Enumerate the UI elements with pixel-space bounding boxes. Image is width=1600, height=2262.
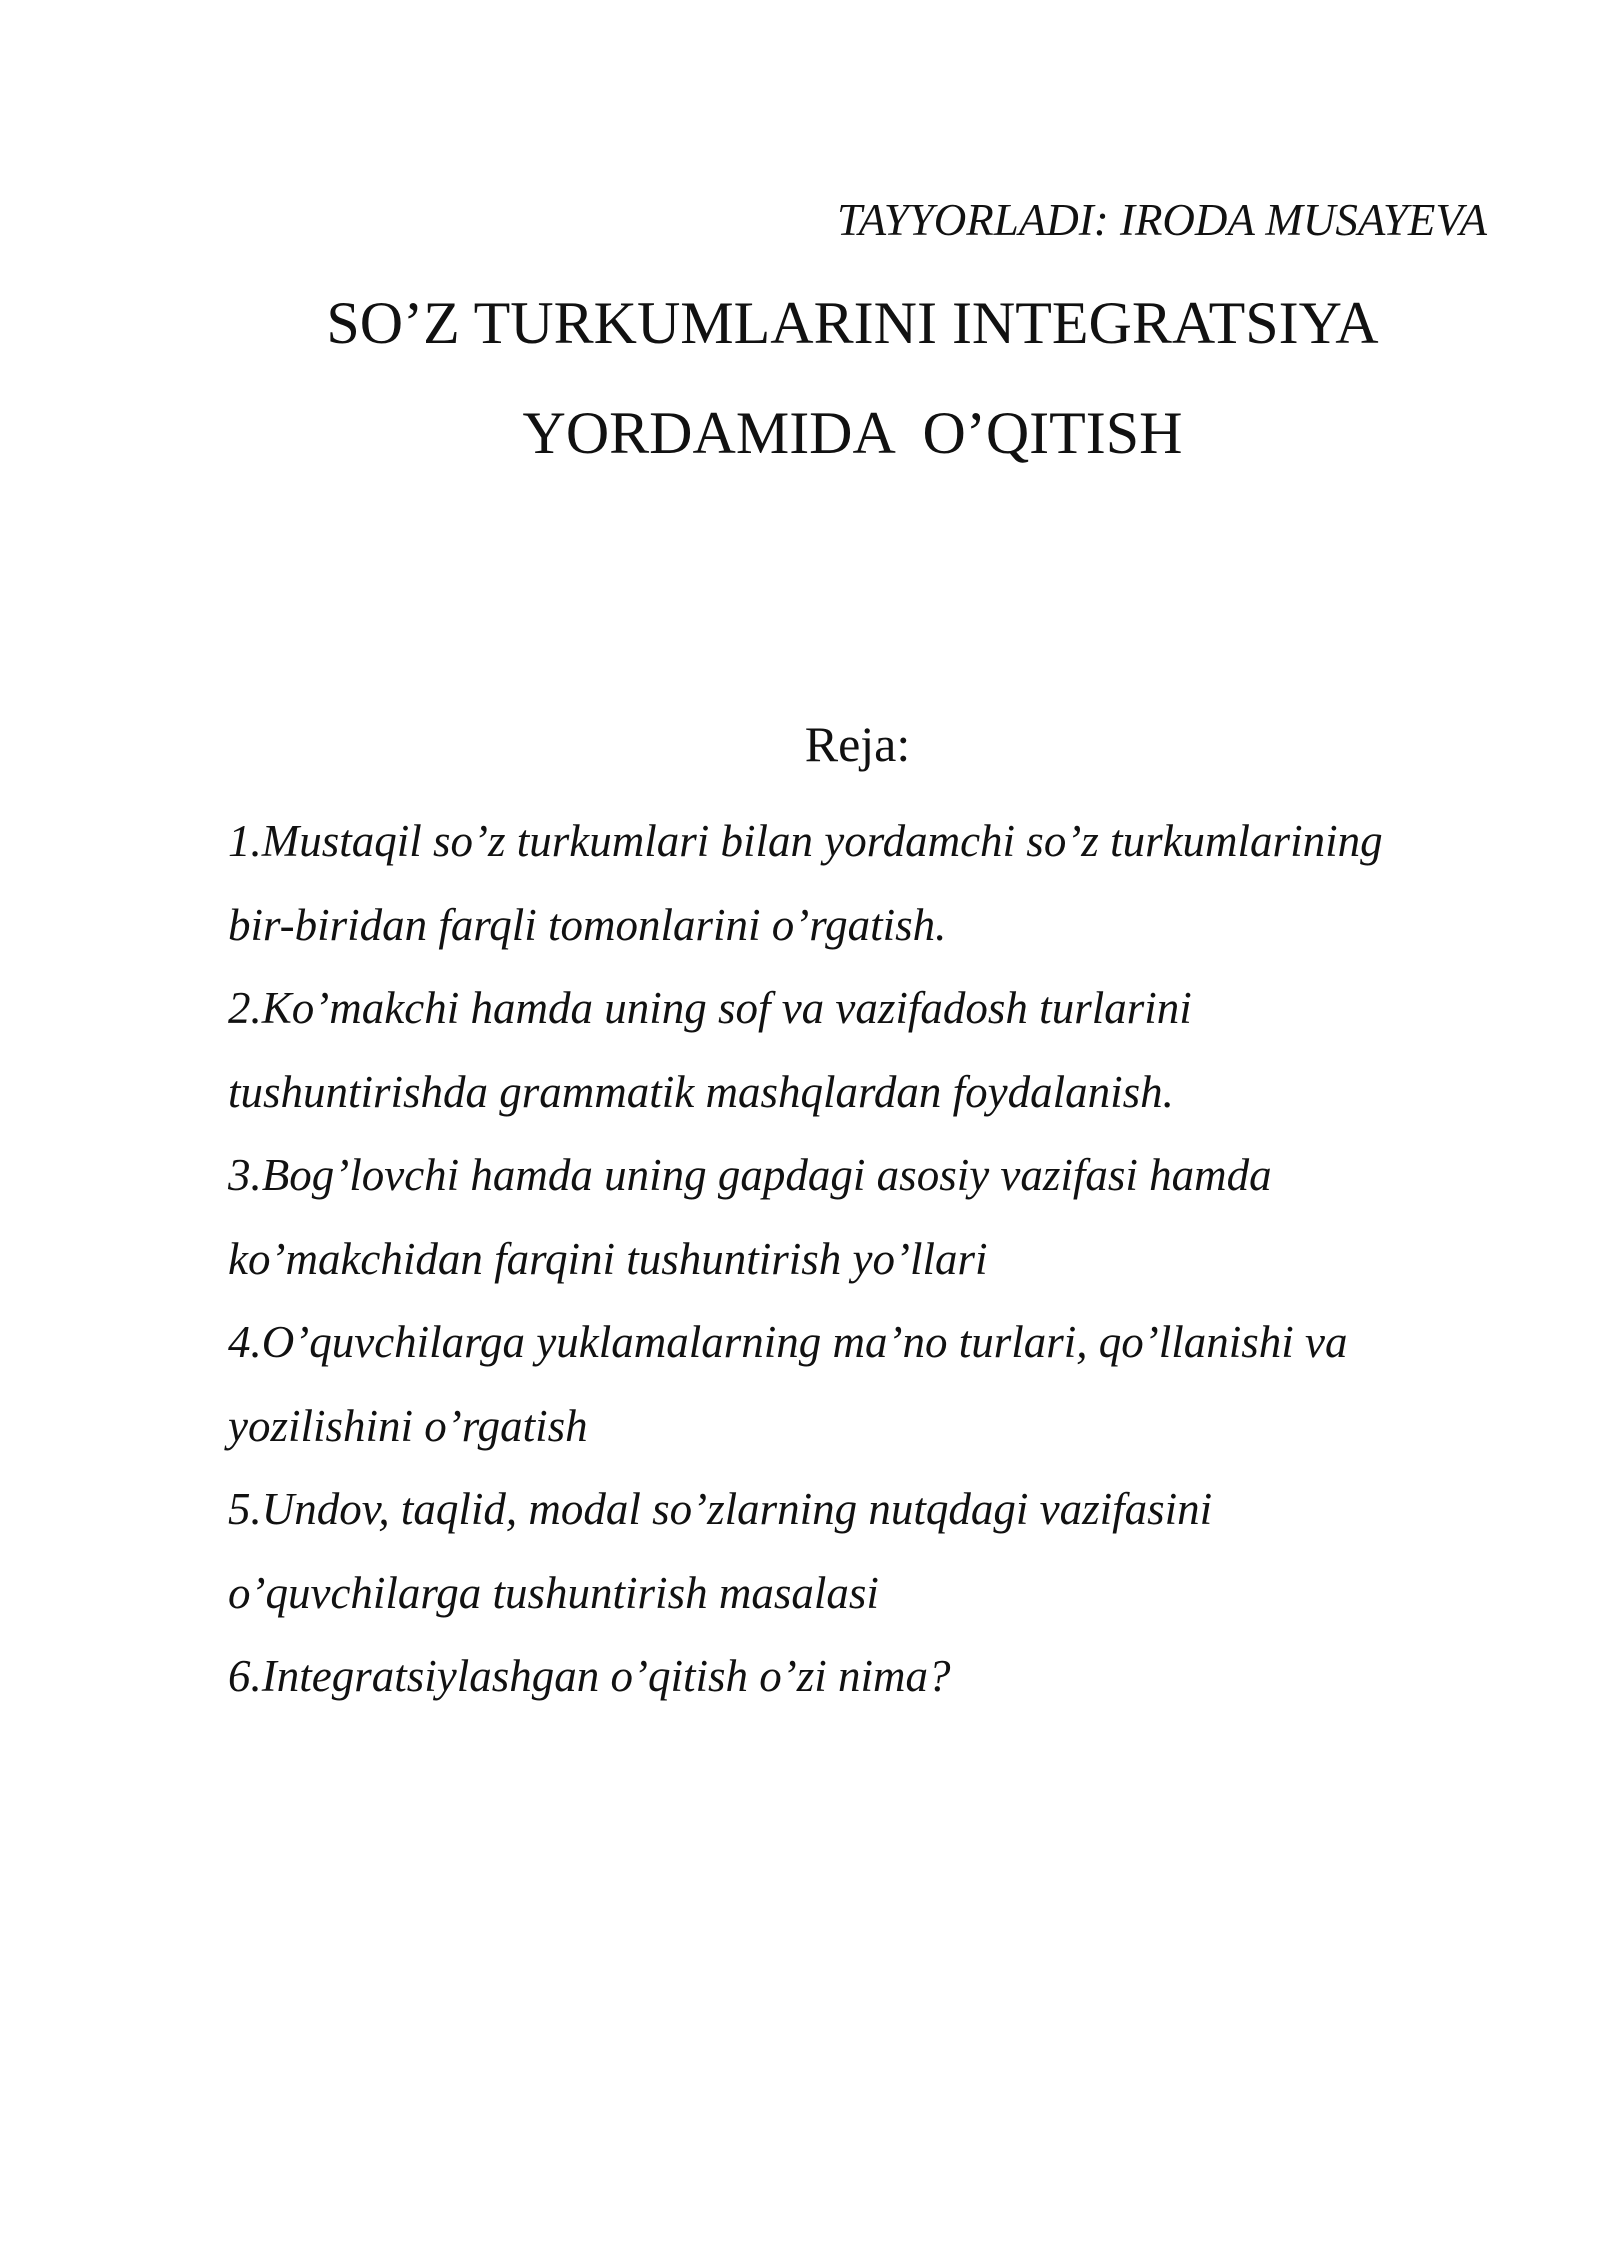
title-line-1: SO’Z TURKUMLARINI INTEGRATSIYA: [326, 290, 1379, 356]
plan-item-3-line-1: 3.Bog’lovchi hamda uning gapdagi asosiy vazifasi hamda: [228, 1150, 1272, 1200]
plan-item-1: [228, 800, 1528, 967]
plan-item-5: [228, 1468, 1528, 1635]
author-line: TAYYORLADI: IRODA MUSAYEVA: [837, 195, 1487, 245]
plan-item-5-line-1: 5.Undov, taqlid, modal so’zlarning nutqdagi vazifasini: [228, 1484, 1213, 1534]
plan-heading: Reja:: [804, 716, 911, 772]
plan-item-6-line-1: 6.Integratsiylashgan o’qitish o’zi nima?: [228, 1651, 951, 1701]
plan-item-1-line-1: 1.Mustaqil so’z turkumlari bilan yordamchi so’z turkumlarining: [228, 816, 1383, 866]
plan-item-4: [228, 1301, 1528, 1468]
plan-item-6: [228, 1635, 1528, 1719]
plan-item-4-line-2: yozilishini o’rgatish: [228, 1400, 588, 1451]
plan-item-5-line-2: o’quvchilarga tushuntirish masalasi: [228, 1567, 879, 1618]
plan-item-1-line-2: bir-biridan farqli tomonlarini o’rgatish.: [228, 899, 947, 950]
title-line-2: YORDAMIDA O’QITISH: [522, 400, 1183, 466]
plan-item-2-line-2: tushuntirishda grammatik mashqlardan foydalanish.: [228, 1066, 1174, 1117]
plan-item-3-line-2: ko’makchidan farqini tushuntirish yo’llari: [228, 1233, 988, 1284]
plan-item-4-line-1: 4.O’quvchilarga yuklamalarning ma’no turlari, qo’llanishi va: [228, 1317, 1348, 1367]
plan-item-3: [228, 1134, 1528, 1301]
plan-item-2: [228, 967, 1528, 1134]
plan-list: [228, 800, 1528, 1719]
plan-item-2-line-1: 2.Ko’makchi hamda uning sof va vazifadosh turlarini: [228, 983, 1192, 1033]
document-title: [230, 268, 1475, 488]
